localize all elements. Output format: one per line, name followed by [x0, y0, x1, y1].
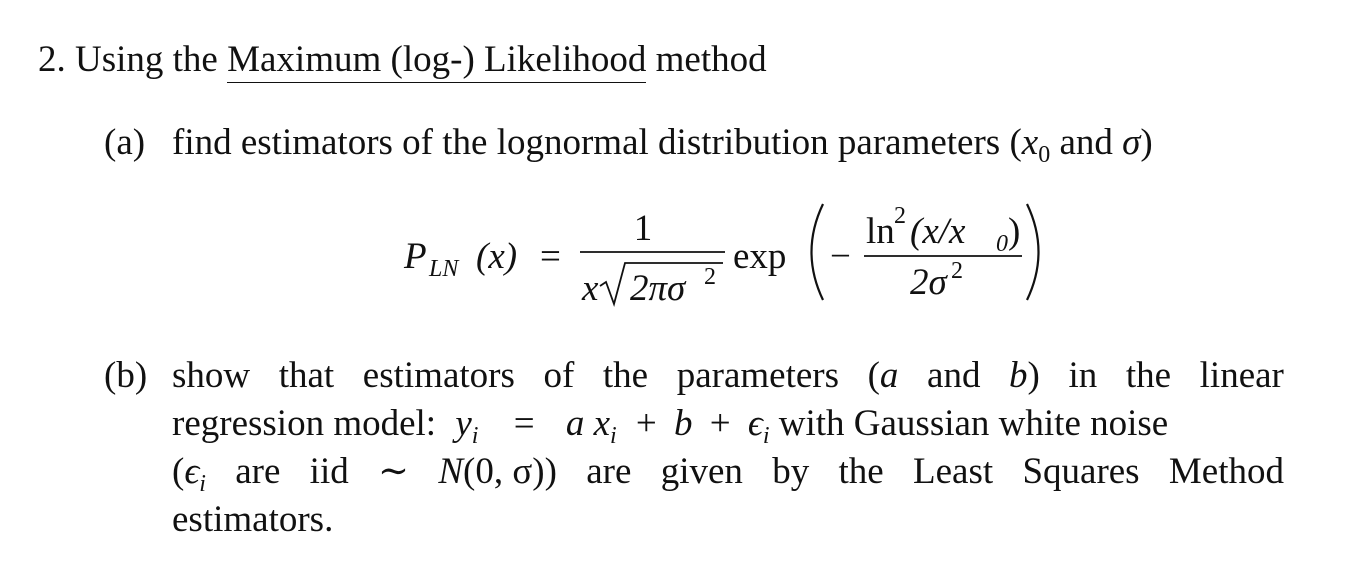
part-a-label: (a)	[104, 122, 146, 163]
coef-b: b	[674, 403, 693, 444]
eps-sub-2: i	[199, 471, 206, 497]
part-b-line-2	[172, 403, 1169, 449]
x-var: x	[593, 403, 610, 444]
sigma-var: σ	[1122, 122, 1141, 163]
formula-P-arg: (x)	[476, 236, 518, 277]
coef-a: a	[565, 403, 585, 444]
formula-P: P	[404, 236, 427, 277]
b3-word-are: are	[235, 451, 281, 492]
y-var: y	[455, 403, 472, 444]
paren-open: (	[172, 451, 185, 492]
inner-ln-sup: 2	[894, 203, 906, 229]
b1-word-12: linear	[1199, 355, 1284, 396]
b1-word-2: that	[278, 355, 335, 396]
b3-word-iid: iid	[309, 451, 349, 492]
var-b: b	[1009, 355, 1028, 396]
noise-text: with Gaussian white noise	[769, 403, 1169, 444]
frac-numerator: 1	[633, 208, 653, 249]
plus-2: +	[709, 403, 731, 444]
frac-den-exp: 2	[704, 264, 716, 290]
b1-word-4: of	[543, 355, 575, 396]
normal-N: N	[438, 451, 464, 492]
y-sub: i	[471, 423, 479, 449]
b1-word-11: the	[1125, 355, 1172, 396]
formula-P-sub: LN	[429, 256, 459, 282]
b1-word-9: b)	[1009, 355, 1040, 396]
part-b-line-4: estimators.	[172, 499, 334, 540]
b3-word-3: by	[772, 451, 810, 492]
b3-word-1: are	[586, 451, 632, 492]
problem-number: 2.	[38, 39, 66, 80]
b1-word-10: in	[1068, 355, 1098, 396]
frac-den-x: x	[582, 268, 599, 309]
b1-word-8: and	[927, 355, 981, 396]
inner-arg-sub: 0	[996, 231, 1008, 257]
x-sub: i	[610, 423, 617, 449]
b1-word-7: (a	[867, 355, 899, 396]
normal-args: (0, σ))	[463, 451, 557, 492]
eps-sub: i	[762, 423, 770, 449]
b3-eps	[172, 451, 206, 497]
big-paren-left	[812, 204, 824, 300]
eq-sign: =	[513, 403, 535, 444]
b3-word-4: the	[838, 451, 884, 492]
plus-1: +	[635, 403, 657, 444]
regression-model-label: regression model:	[172, 403, 437, 444]
b3-word-6: Squares	[1022, 451, 1140, 492]
b1-word-1: show	[172, 355, 251, 396]
part-a-and: and	[1050, 122, 1123, 163]
x0-var: x	[1021, 122, 1039, 163]
b3-word-5: Least	[913, 451, 994, 492]
b3-word-2: given	[660, 451, 743, 492]
x0-sub: 0	[1038, 142, 1051, 168]
inner-arg: (x/x	[910, 211, 966, 252]
inner-ln: ln	[866, 211, 895, 252]
b3-normal	[438, 453, 557, 490]
inner-arg-close: )	[1008, 211, 1021, 252]
big-paren-right	[1027, 204, 1039, 300]
eps-var: ϵ	[747, 403, 763, 444]
frac-den-radicand: 2πσ	[630, 268, 686, 309]
inner-den-sup: 2	[951, 258, 963, 284]
b1-word-3: estimators	[362, 355, 515, 396]
exp-func: exp	[733, 236, 787, 277]
formula-minus: −	[830, 236, 851, 277]
part-a-close: )	[1140, 122, 1153, 163]
part-b-line-3	[172, 451, 1284, 497]
b1-word-5: the	[602, 355, 649, 396]
b1-word-6: parameters	[676, 355, 839, 396]
formula-equals: =	[540, 236, 561, 277]
part-b-label: (b)	[104, 355, 148, 396]
problem-intro: Using the	[75, 39, 228, 80]
eps-var-2: ϵ	[184, 451, 200, 492]
part-b-line-1	[172, 357, 1284, 394]
problem-intro-tail: method	[646, 39, 767, 80]
underlined-method: Maximum (log-) Likelihood	[227, 39, 646, 83]
inner-den: 2σ	[910, 262, 947, 303]
var-a: a	[879, 355, 899, 396]
tilde-sign: ∼	[378, 451, 410, 492]
part-a-text-before: find estimators of the lognormal distribution parameters (	[172, 122, 1022, 163]
b3-word-7: Method	[1168, 451, 1284, 492]
